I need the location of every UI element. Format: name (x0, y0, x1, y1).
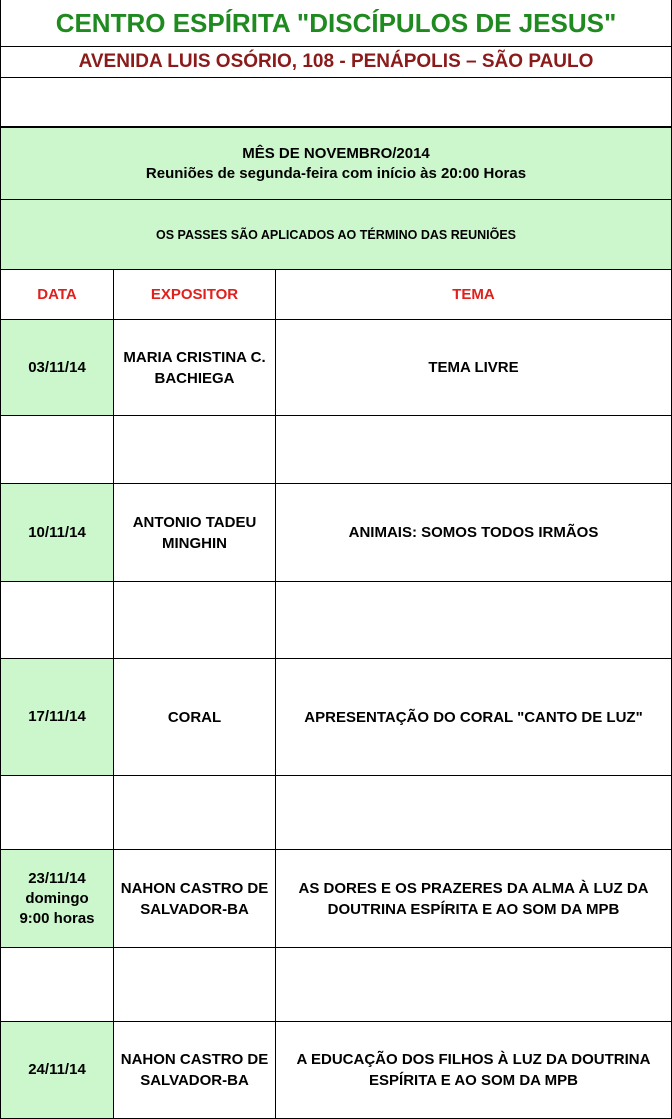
address-line (1, 47, 671, 78)
empty-cell (114, 948, 276, 1021)
table-row (1, 850, 671, 948)
empty-row (1, 776, 671, 850)
table-row (1, 320, 671, 416)
row-speaker: NAHON CASTRO DE SALVADOR-BA (114, 1022, 276, 1118)
row-theme: APRESENTAÇÃO DO CORAL "CANTO DE LUZ" (304, 708, 643, 726)
row-theme: ANIMAIS: SOMOS TODOS IRMÃOS (348, 524, 599, 541)
document-title-text: CENTRO ESPÍRITA "DISCÍPULOS DE JESUS" (55, 7, 617, 38)
row-speaker: ANTONIO TADEU MINGHIN (114, 484, 276, 581)
empty-cell (1, 582, 114, 658)
table-row (1, 1022, 671, 1119)
column-header-row (1, 270, 671, 320)
month-label: MÊS DE NOVEMBRO/2014 (242, 144, 430, 162)
column-header-theme: TEMA (452, 286, 495, 303)
empty-cell (276, 416, 671, 483)
table-row (1, 659, 671, 776)
row-speaker: NAHON CASTRO DE SALVADOR-BA (114, 850, 276, 947)
row-date: 10/11/14 (1, 484, 114, 581)
row-date: 23/11/14 domingo 9:00 horas (1, 850, 114, 947)
passes-note: OS PASSES SÃO APLICADOS AO TÉRMINO DAS REUNIÕES (156, 227, 516, 242)
empty-cell (114, 582, 276, 658)
empty-cell (276, 582, 671, 658)
empty-cell (114, 416, 276, 483)
empty-cell (1, 948, 114, 1021)
passes-banner (1, 200, 671, 270)
empty-cell (276, 776, 671, 849)
schedule-note: Reuniões de segunda-feira com início às 20:00 Horas (145, 164, 527, 182)
document-title (1, 0, 671, 47)
empty-cell (276, 948, 671, 1021)
row-date: 03/11/14 (1, 320, 114, 415)
row-date: 17/11/14 (1, 659, 114, 775)
empty-row (1, 948, 671, 1022)
row-theme: A EDUCAÇÃO DOS FILHOS À LUZ DA DOUTRINA ESPÍRITA E AO SOM DA MPB (296, 1051, 651, 1089)
spacer-row (1, 78, 671, 127)
table-row (1, 484, 671, 582)
empty-cell (114, 776, 276, 849)
row-theme: TEMA LIVRE (428, 359, 519, 376)
column-header-speaker: EXPOSITOR (114, 270, 276, 319)
month-banner (1, 127, 671, 200)
empty-cell (1, 416, 114, 483)
row-date: 24/11/14 (1, 1022, 114, 1118)
empty-cell (1, 776, 114, 849)
row-speaker: MARIA CRISTINA C. BACHIEGA (114, 320, 276, 415)
empty-row (1, 582, 671, 659)
address-text: AVENIDA LUIS OSÓRIO, 108 - PENÁPOLIS – SÃO PAULO (78, 51, 594, 72)
row-speaker: CORAL (114, 659, 276, 775)
empty-row (1, 416, 671, 484)
column-header-date: DATA (1, 270, 114, 319)
row-theme: AS DORES E OS PRAZERES DA ALMA À LUZ DA DOUTRINA ESPÍRITA E AO SOM DA MPB (298, 879, 649, 918)
